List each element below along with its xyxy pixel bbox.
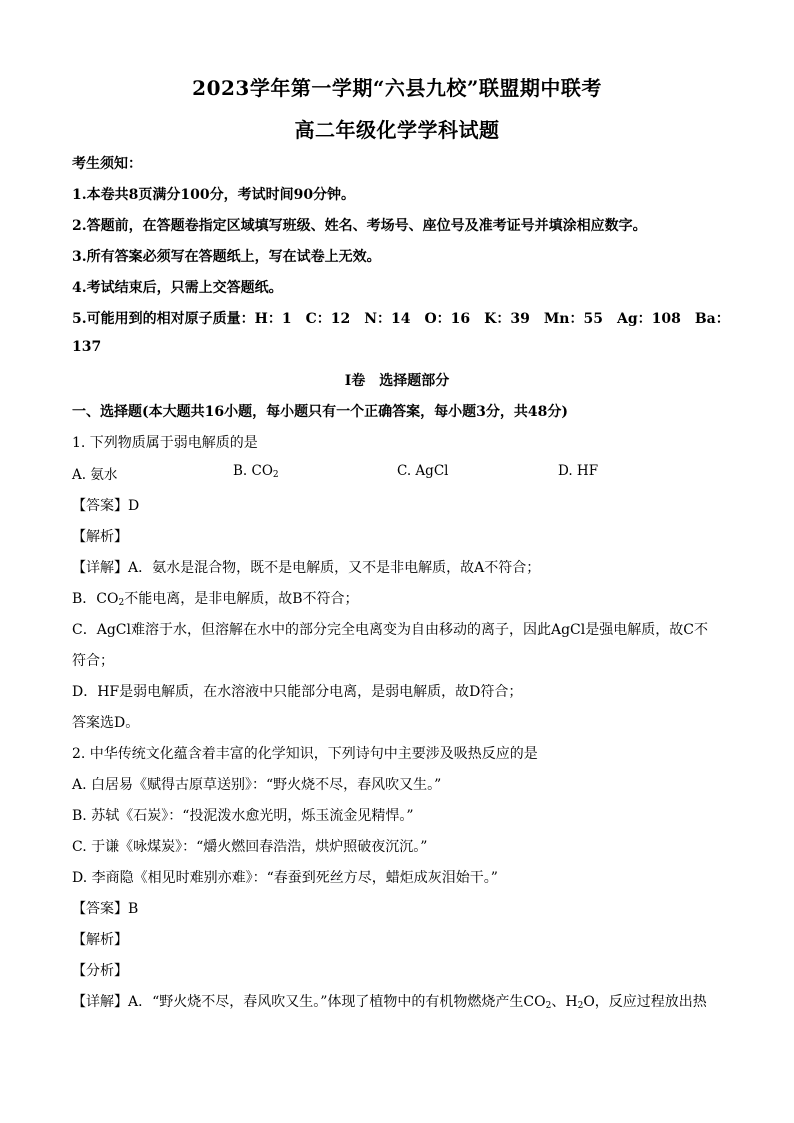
- question-2-stem: 2. 中华传统文化蕴含着丰富的化学知识，下列诗句中主要涉及吸热反应的是: [72, 746, 538, 762]
- q1-option-a: A. 氨水: [72, 467, 118, 483]
- q2-fenxi-label: 【分析】: [72, 963, 128, 979]
- notice-item: 5.可能用到的相对原子质量：H：1 C：12 N：14 O：16 K：39 Mn：55 Ag：108 Ba：: [72, 311, 730, 327]
- q2-answer: 【答案】B: [72, 901, 139, 917]
- q1-detail-d: D．HF是弱电解质，在水溶液中只能部分电离，是弱电解质，故D符合；: [72, 684, 523, 700]
- q1-answer: 【答案】D: [72, 498, 140, 514]
- notice-item: 2.答题前，在答题卷指定区域填写班级、姓名、考场号、座位号及准考证号并填涂相应数字。: [72, 218, 647, 234]
- q2-detail: 【详解】A．“野火烧不尽，春风吹又生。”体现了植物中的有机物燃烧产生$CO_2$、$H_2O$，反应过程放出热: [72, 994, 707, 1011]
- q1-conclusion: 答案选D。: [72, 715, 140, 731]
- question-1-stem: 1. 下列物质属于弱电解质的是: [72, 435, 258, 451]
- exam-title: 2023学年第一学期“六县九校”联盟期中联考: [192, 76, 602, 100]
- q1-analysis-label: 【解析】: [72, 529, 128, 545]
- q1-option-d: D. HF: [558, 463, 599, 479]
- notice-item: 4.考试结束后，只需上交答题纸。: [72, 280, 283, 296]
- q2-option-d: D. 李商隐《相见时难别亦难》：“春蚕到死丝方尽，蜡炬成灰泪始干。”: [72, 870, 498, 886]
- q2-option-b: B. 苏轼《石炭》：“投泥泼水愈光明，烁玉流金见精悍。”: [72, 808, 414, 824]
- q1-detail-b: B．$CO_2$不能电离，是非电解质，故B不符合；: [72, 591, 359, 608]
- q2-option-c: C. 于谦《咏煤炭》：“爝火燃回春浩浩，烘炉照破夜沉沉。”: [72, 839, 428, 855]
- q2-option-a: A. 白居易《赋得古原草送别》：“野火烧不尽，春风吹又生。”: [72, 777, 442, 793]
- part-heading: 一、选择题(本大题共16小题，每小题只有一个正确答案，每小题3分，共48分): [72, 404, 568, 420]
- exam-subtitle: 高二年级化学学科试题: [294, 118, 500, 142]
- q1-detail-c: C．AgCl难溶于水，但溶解在水中的部分完全电离变为自由移动的离子，因此AgCl是强电解质，故C不: [72, 622, 708, 638]
- notice-item: 3.所有答案必须写在答题纸上，写在试卷上无效。: [72, 249, 381, 265]
- notice-item: 1.本卷共8页满分100分，考试时间90分钟。: [72, 187, 356, 203]
- section-title: Ⅰ卷 选择题部分: [344, 373, 450, 389]
- q2-analysis-label: 【解析】: [72, 932, 128, 948]
- q1-option-b: B. $CO_2$: [233, 463, 279, 480]
- q1-detail-c-cont: 符合；: [72, 653, 114, 669]
- notice-heading: 考生须知：: [72, 156, 142, 172]
- notice-item: 137: [72, 339, 102, 355]
- q1-option-c: C. AgCl: [397, 463, 449, 479]
- q1-detail: 【详解】A．氨水是混合物，既不是电解质，又不是非电解质，故A不符合；: [72, 560, 541, 576]
